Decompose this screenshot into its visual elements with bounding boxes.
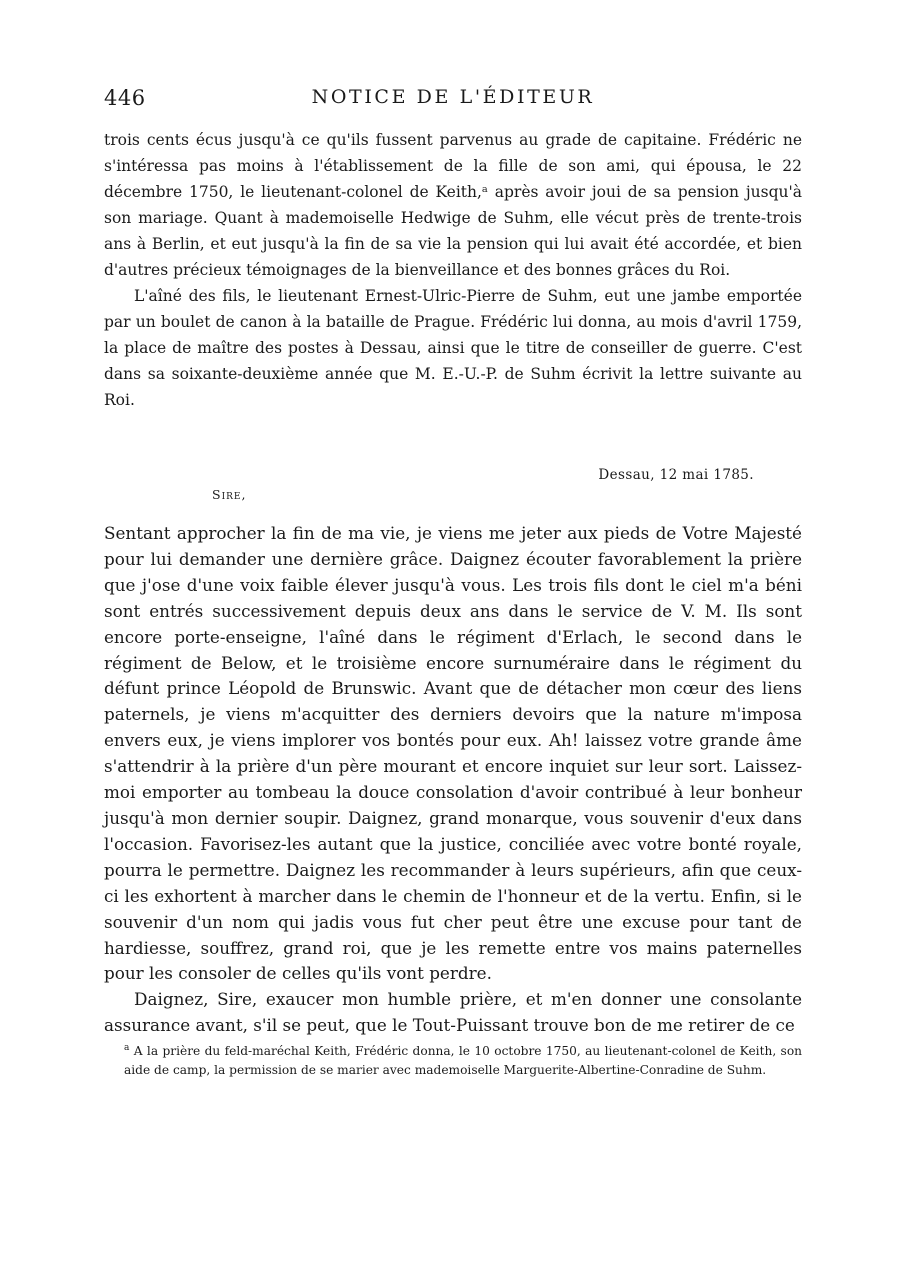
letter-salutation: Sire,: [212, 487, 247, 502]
letter-body: [104, 521, 802, 1039]
footnote-marker: a: [124, 1042, 130, 1053]
letter-dateline: Dessau, 12 mai 1785.: [598, 467, 754, 483]
footnote: [104, 1042, 802, 1080]
footnote-text: A la prière du feld-maréchal Keith, Frédéric donna, le 10 octobre 1750, au lieutenant-colonel de Keith, son aide de camp, la permission de se marier avec mademoiselle Marguerite-Albertine-Conradine de Suhm.: [124, 1044, 803, 1077]
main-text: [104, 127, 802, 413]
page-number: 446: [104, 86, 146, 110]
paragraph-1: trois cents écus jusqu'à ce qu'ils fussent parvenus au grade de capitaine. Frédéric ne s'intéressa pas moins à l'établissement de la fille de son ami, qui épousa, le 22 décembre 1750, le lieutenant-colonel de Keith,ᵃ après avoir joui de sa pension jusqu'à son mariage. Quant à mademoiselle Hedwige de Suhm, elle vécut près de trente-trois ans à Berlin, et eut jusqu'à la fin de sa vie la pension qui lui avait été accordée, et bien d'autres précieux témoignages de la bienveillance et des bonnes grâces du Roi.: [104, 131, 802, 279]
running-title: NOTICE DE L'ÉDITEUR: [311, 86, 595, 108]
letter: [104, 465, 802, 1039]
paragraph-2: L'aîné des fils, le lieutenant Ernest-Ulric-Pierre de Suhm, eut une jambe emportée par un boulet de canon à la bataille de Prague. Frédéric lui donna, au mois d'avril 1759, la place de maître des postes à Dessau, ainsi que le titre de conseiller de guerre. C'est dans sa soixante-deuxième année que M. E.-U.-P. de Suhm écrivit la lettre suivante au Roi.: [104, 287, 802, 409]
letter-paragraph-2: Daignez, Sire, exaucer mon humble prière, et m'en donner une consolante assurance avant, s'il se peut, que le Tout-Puissant trouve bon de me retirer de ce: [104, 989, 802, 1036]
letter-paragraph-1: Sentant approcher la fin de ma vie, je viens me jeter aux pieds de Votre Majesté pour lui demander une dernière grâce. Daignez écouter favorablement la prière que j'ose d'une voix faible élever jusqu'à vous. Les trois fils dont le ciel m'a béni sont entrés successivement depuis deux ans dans le service de V. M. Ils sont encore porte-enseigne, l'aîné dans le régiment d'Erlach, le second dans le régiment de Below, et le troisième encore surnuméraire dans le régiment du défunt prince Léopold de Brunswic. Avant que de détacher mon cœur des liens paternels, je viens m'acquitter des derniers devoirs que la nature m'imposa envers eux, je viens implorer vos bontés pour eux. Ah! laissez votre grande âme s'attendrir à la prière d'un père mourant et encore inquiet sur leur sort. Laissez-moi emporter au tombeau la douce consolation d'avoir contribué à leur bonheur jusqu'à mon dernier soupir. Daignez, grand monarque, vous souvenir d'eux dans l'occasion. Favorisez-les autant que la justice, conciliée avec votre bonté royale, pourra le permettre. Daignez les recommander à leurs supérieurs, afin que ceux-ci les exhortent à marcher dans le chemin de l'honneur et de la vertu. Enfin, si le souvenir d'un nom qui jadis vous fut cher peut être une excuse pour tant de hardiesse, souffrez, grand roi, que je les remette entre vos mains paternelles pour les consoler de celles qu'ils vont perdre.: [104, 523, 802, 984]
running-head: [104, 86, 802, 110]
